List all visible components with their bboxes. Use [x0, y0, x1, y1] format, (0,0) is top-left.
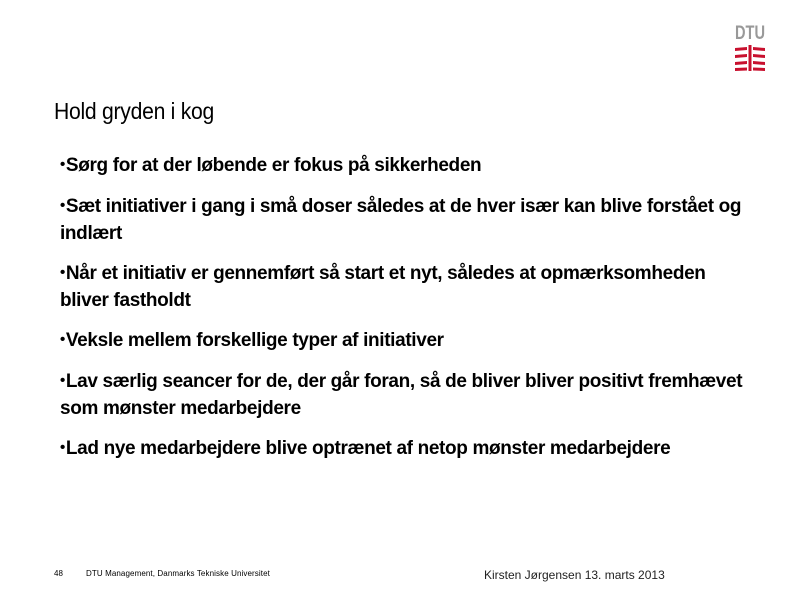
bullet-icon: •: [60, 372, 65, 389]
bullet-text: Sørg for at der løbende er fokus på sikkerheden: [65, 155, 482, 176]
bullet-item: [60, 436, 750, 463]
slide-title: Hold gryden i kog: [54, 98, 214, 124]
footer-author-date: Kirsten Jørgensen 13. marts 2013: [484, 568, 665, 582]
bullet-icon: •: [60, 156, 65, 173]
bullet-item: [60, 328, 750, 355]
bullet-text: Sæt initiativer i gang i små doser således at de hver især kan blive forstået og indlært: [60, 196, 742, 244]
dtu-logo-text: DTU: [735, 23, 765, 44]
bullet-icon: •: [60, 439, 65, 456]
bullet-item: [60, 194, 750, 247]
bullet-text: Når et initiativ er gennemført så start et nyt, således at opmærksomheden bliver fastholdt: [60, 263, 706, 311]
dtu-logo-bars: [735, 45, 765, 71]
bullet-text: Veksle mellem forskellige typer af initiativer: [65, 330, 444, 351]
bullet-icon: •: [60, 331, 65, 348]
bullet-list: [60, 153, 750, 477]
bullet-item: [60, 153, 750, 180]
bullet-text: Lav særlig seancer for de, der går foran, så de bliver bliver positivt fremhævet som mønster medarbejdere: [60, 371, 743, 419]
bullet-icon: •: [60, 197, 65, 214]
page-number: 48: [54, 569, 63, 578]
bullet-item: [60, 369, 750, 422]
bullet-icon: •: [60, 264, 65, 281]
bullet-text: Lad nye medarbejdere blive optrænet af netop mønster medarbejdere: [65, 438, 671, 459]
dtu-logo: [734, 22, 766, 72]
bullet-item: [60, 261, 750, 314]
footer-organization: DTU Management, Danmarks Tekniske Universitet: [86, 569, 270, 578]
